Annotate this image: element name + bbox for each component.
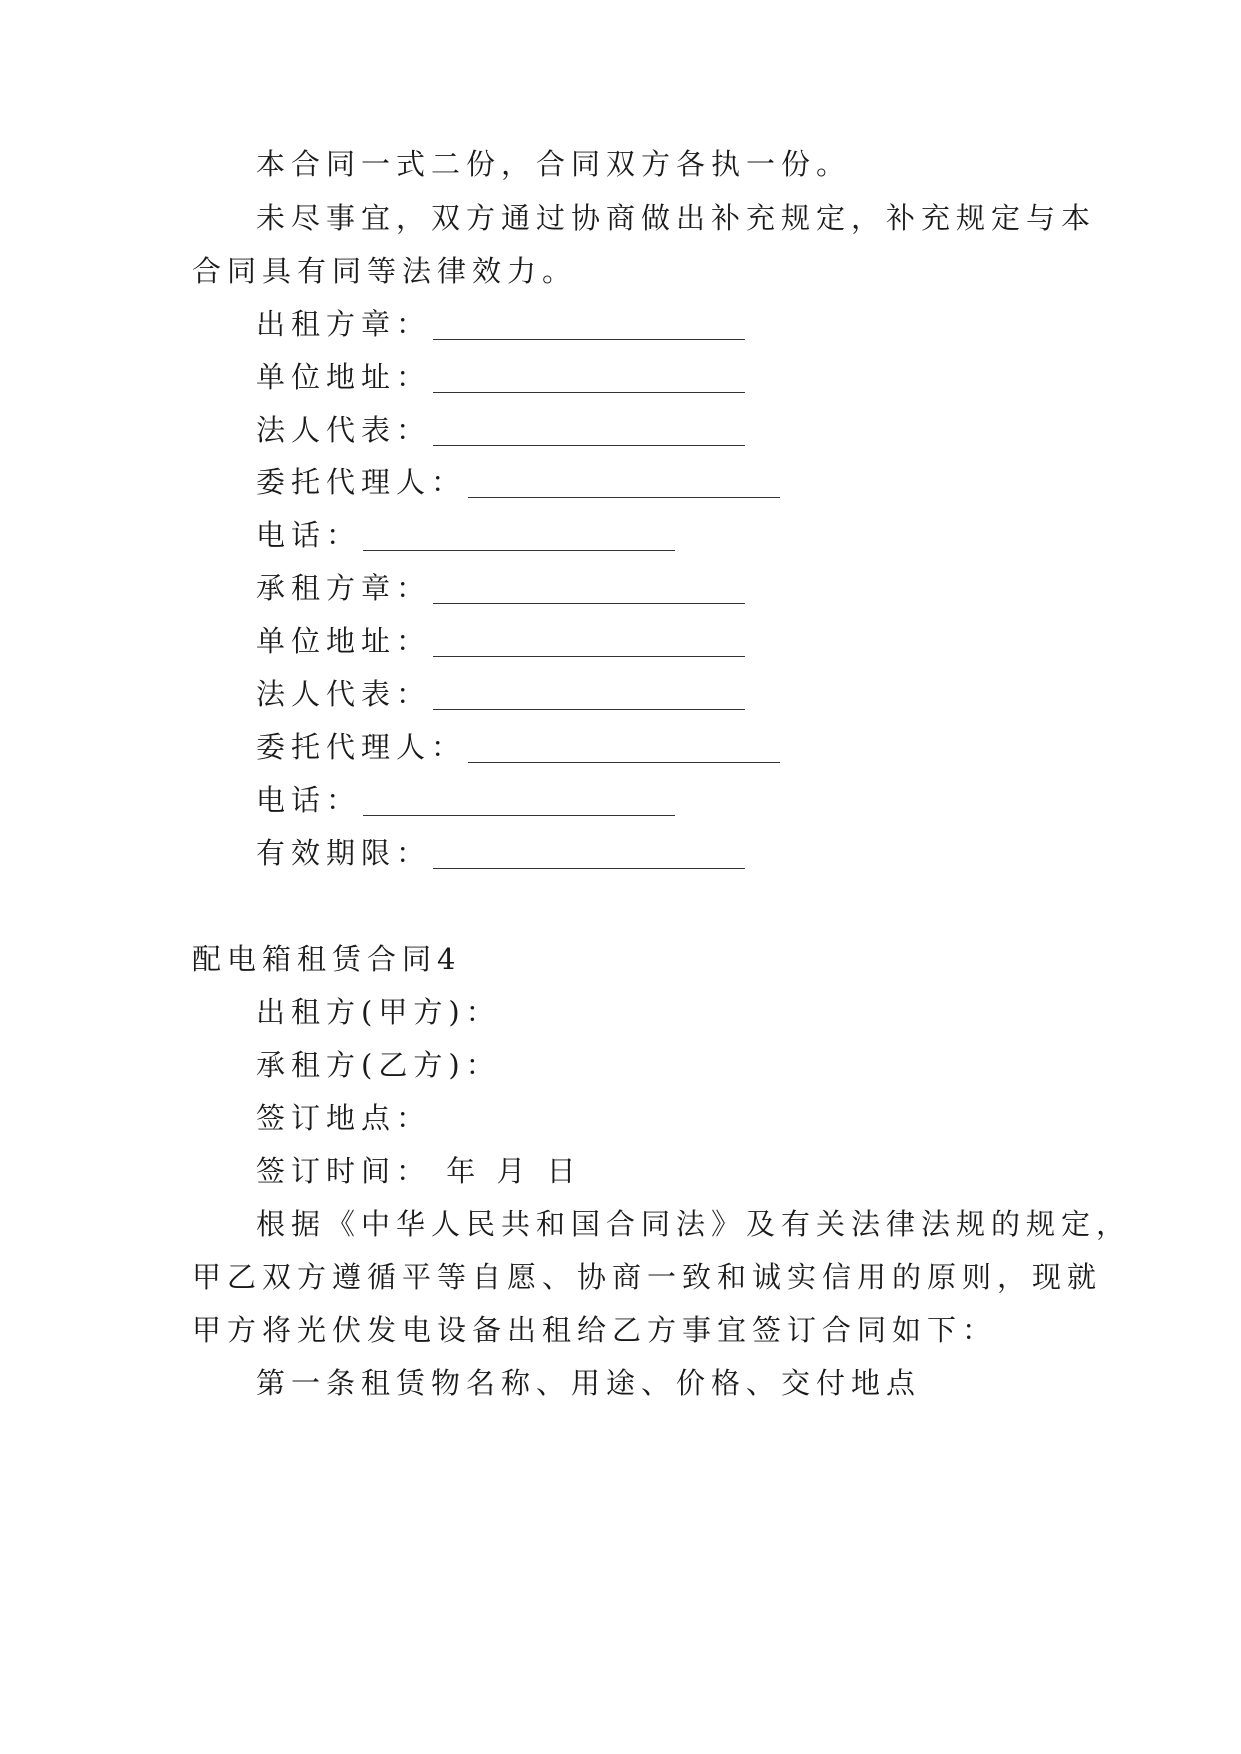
lessor-seal-blank [433,338,745,340]
intro-line2: 甲乙双方遵循平等自愿、协商一致和诚实信用的原则，现就 [192,1260,1103,1294]
lessor-seal-label: 出租方章： [256,307,432,341]
lessor-address-label: 单位地址： [256,360,432,394]
lessee-rep-blank [433,708,745,710]
lessor-phone-row [256,518,675,552]
lessee-address-label: 单位地址： [256,624,432,658]
lessor-rep-label: 法人代表： [256,413,432,447]
lessee-address-blank [433,655,745,657]
party-b-line: 承租方(乙方)： [256,1048,501,1082]
lessor-address-row [256,360,745,394]
validity-label: 有效期限： [256,836,432,870]
paragraph-supplement-line2: 合同具有同等法律效力。 [192,254,578,288]
party-a-line: 出租方(甲方)： [256,995,501,1029]
lessee-agent-label: 委托代理人： [256,730,467,764]
lessee-phone-label: 电话： [256,783,362,817]
intro-line3: 甲方将光伏发电设备出租给乙方事宜签订合同如下： [192,1313,998,1347]
sign-time-line: 签订时间： 年 月 日 [256,1154,582,1188]
lessor-rep-row [256,413,745,447]
lessee-seal-row [256,571,745,605]
lessee-seal-blank [433,602,745,604]
paragraph-supplement-line1: 未尽事宜，双方通过协商做出补充规定，补充规定与本 [256,201,1097,235]
lessee-phone-row [256,783,675,817]
lessor-seal-row [256,307,745,341]
lessee-agent-blank [468,761,780,763]
lessor-agent-row [256,465,780,499]
validity-row [256,836,745,870]
lessee-address-row [256,624,745,658]
lessor-agent-label: 委托代理人： [256,465,467,499]
lessor-address-blank [433,391,745,393]
lessee-agent-row [256,730,780,764]
validity-blank [433,867,745,869]
lessee-seal-label: 承租方章： [256,571,432,605]
lessee-rep-label: 法人代表： [256,677,432,711]
lessor-rep-blank [433,444,745,446]
lessor-phone-label: 电话： [256,518,362,552]
lessee-phone-blank [363,814,675,816]
lessor-agent-blank [468,496,780,498]
lessee-rep-row [256,677,745,711]
paragraph-copies: 本合同一式二份，合同双方各执一份。 [256,147,852,181]
article1-heading: 第一条租赁物名称、用途、价格、交付地点 [256,1366,922,1400]
lessor-phone-blank [363,549,675,551]
sign-place-line: 签订地点： [256,1101,432,1135]
contract4-title: 配电箱租赁合同4 [192,942,462,976]
intro-line1: 根据《中华人民共和国合同法》及有关法律法规的规定， [256,1207,1132,1241]
